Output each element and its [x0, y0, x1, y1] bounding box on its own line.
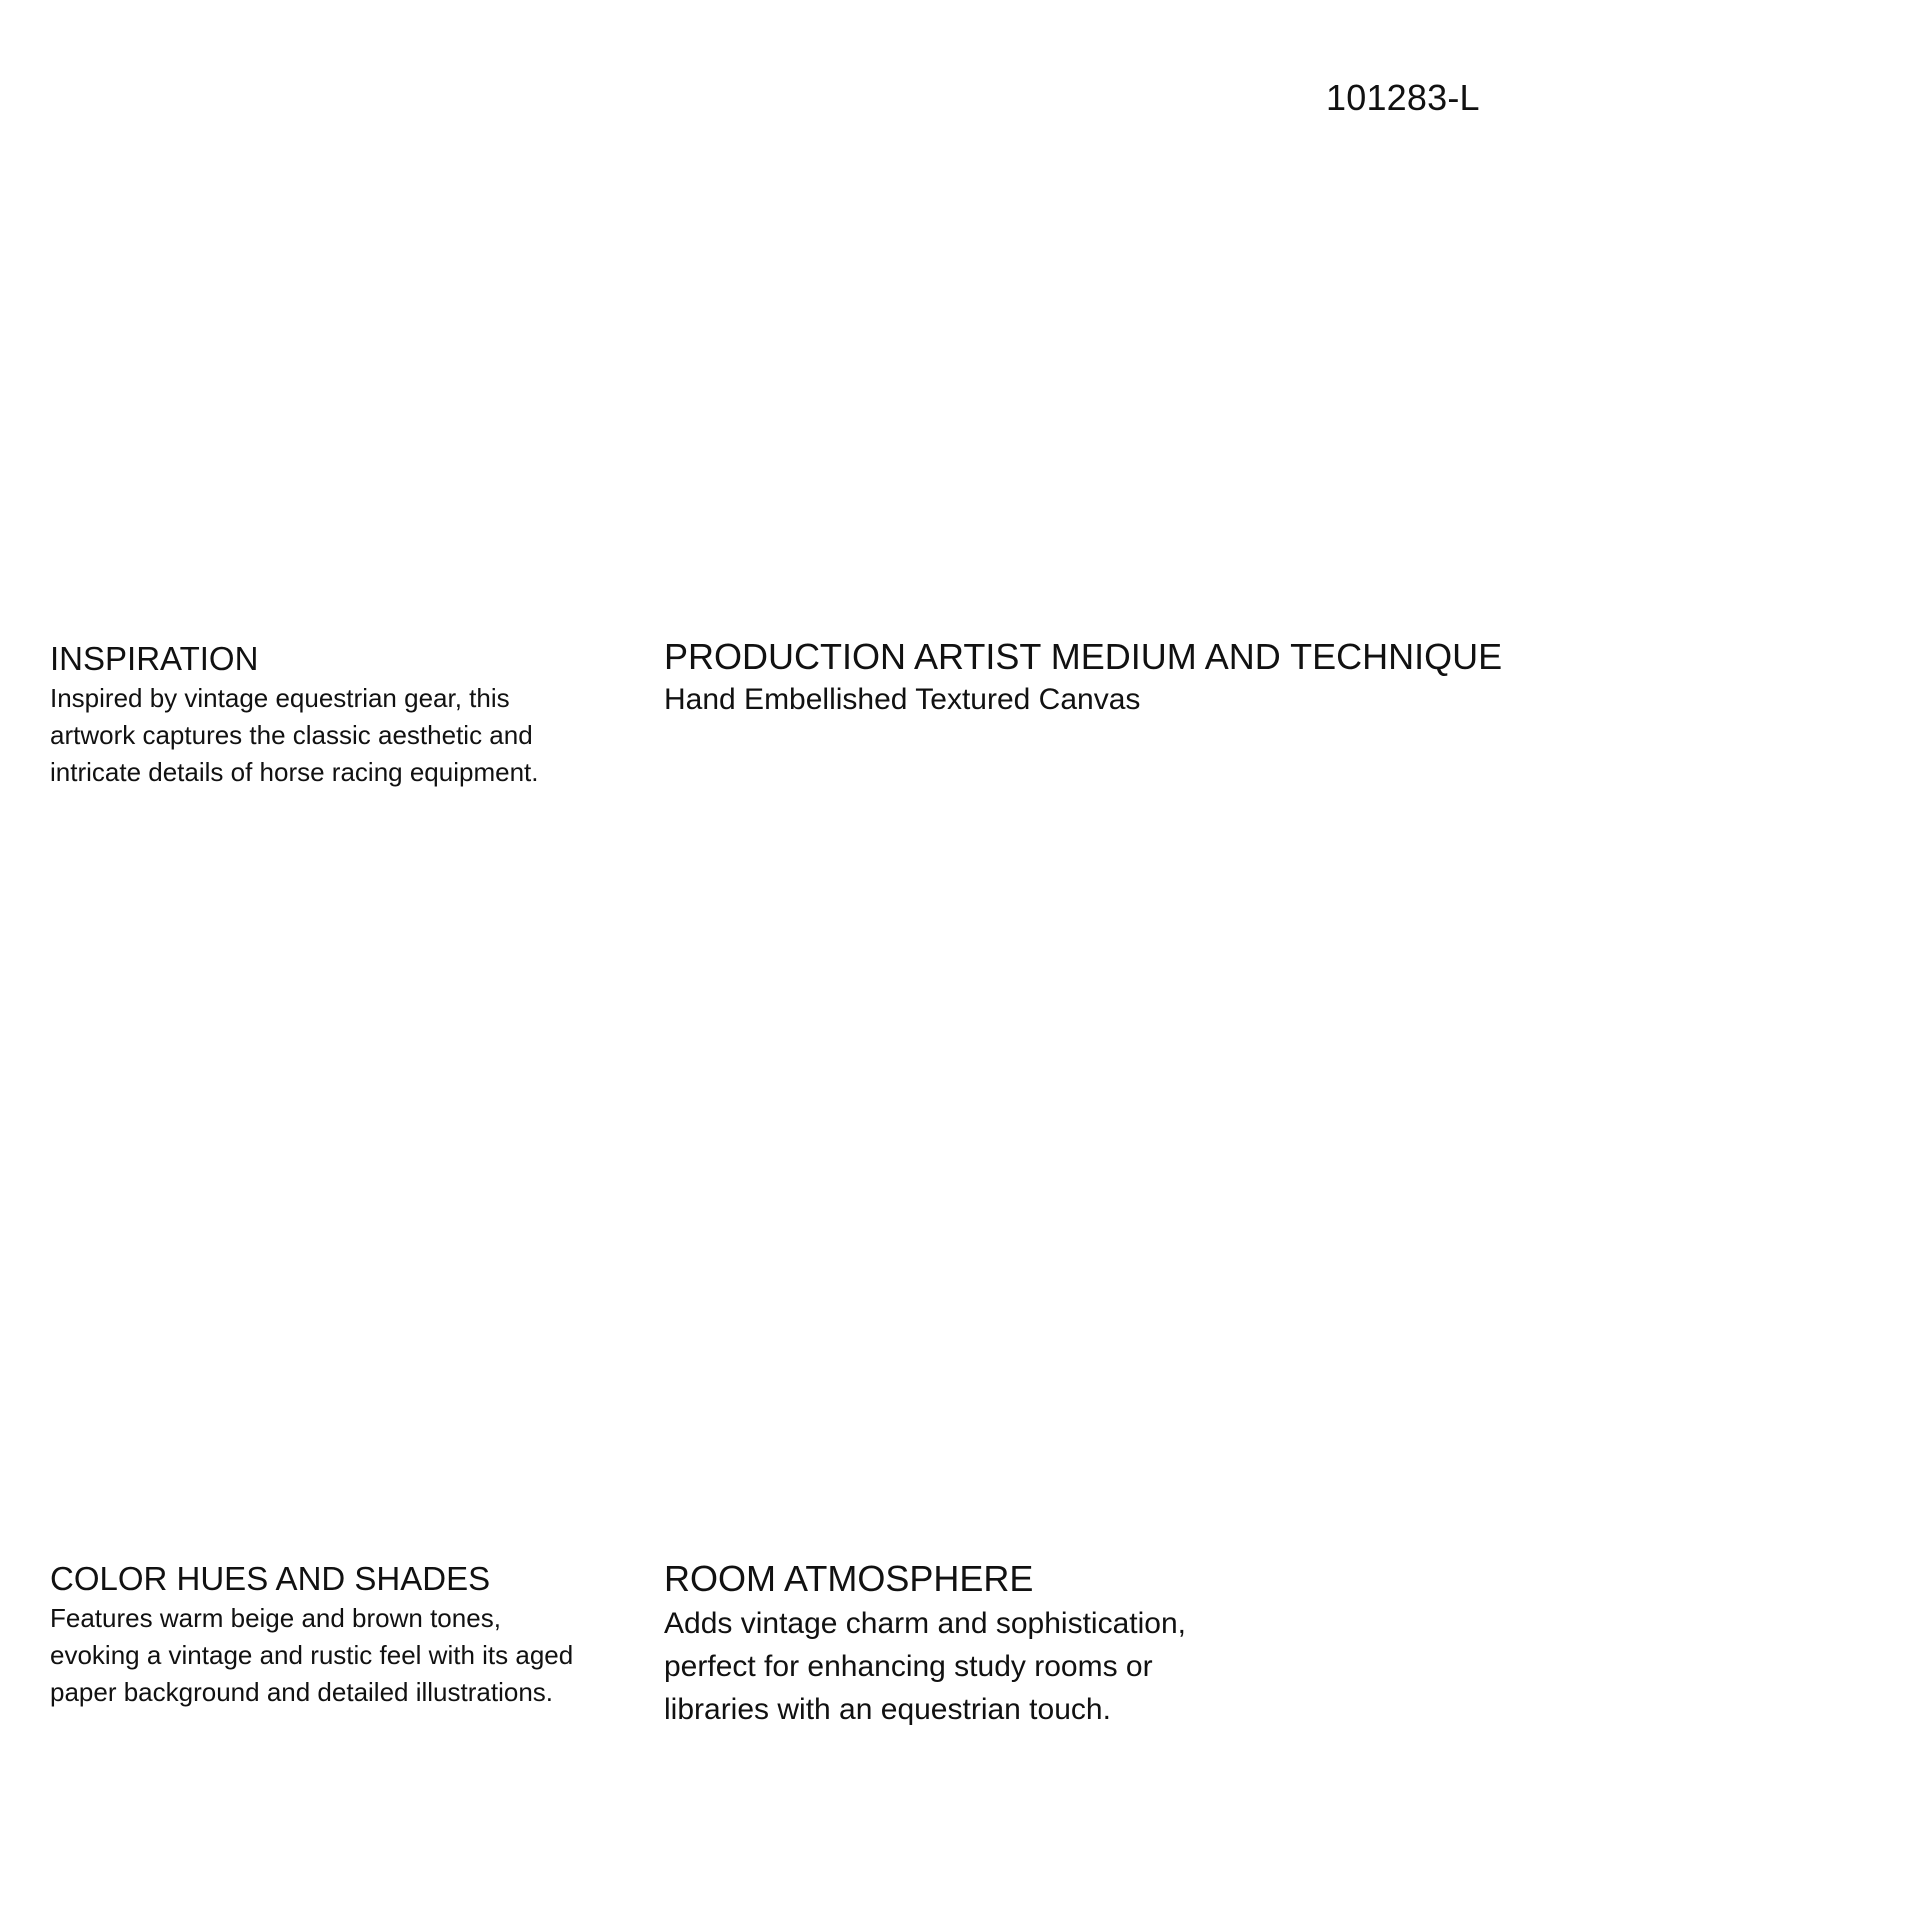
color-line: paper background and detailed illustrations.: [50, 1677, 554, 1707]
room-text: [664, 1602, 1264, 1731]
inspiration-line: Inspired by vintage equestrian gear, this: [50, 683, 510, 713]
room-line: perfect for enhancing study rooms or: [664, 1650, 1153, 1683]
color-section: [50, 1558, 650, 1711]
inspiration-section: [50, 638, 630, 791]
color-heading: COLOR HUES AND SHADES: [50, 1560, 491, 1597]
production-heading: PRODUCTION ARTIST MEDIUM AND TECHNIQUE: [664, 636, 1503, 677]
inspiration-line: artwork captures the classic aesthetic and: [50, 720, 533, 750]
inspiration-text: [50, 680, 630, 791]
color-text: [50, 1600, 650, 1711]
room-line: libraries with an equestrian touch.: [664, 1693, 1111, 1726]
room-section: [664, 1556, 1264, 1731]
inspiration-line: intricate details of horse racing equipment.: [50, 757, 539, 787]
inspiration-heading: INSPIRATION: [50, 640, 259, 677]
production-section: [664, 634, 1524, 720]
room-line: Adds vintage charm and sophistication,: [664, 1607, 1186, 1640]
color-line: Features warm beige and brown tones,: [50, 1603, 501, 1633]
room-heading: ROOM ATMOSPHERE: [664, 1558, 1034, 1599]
production-text: [664, 680, 1524, 720]
production-line: Hand Embellished Textured Canvas: [664, 683, 1141, 716]
color-line: evoking a vintage and rustic feel with its aged: [50, 1640, 574, 1670]
product-sku: 101283-L: [1326, 77, 1480, 118]
